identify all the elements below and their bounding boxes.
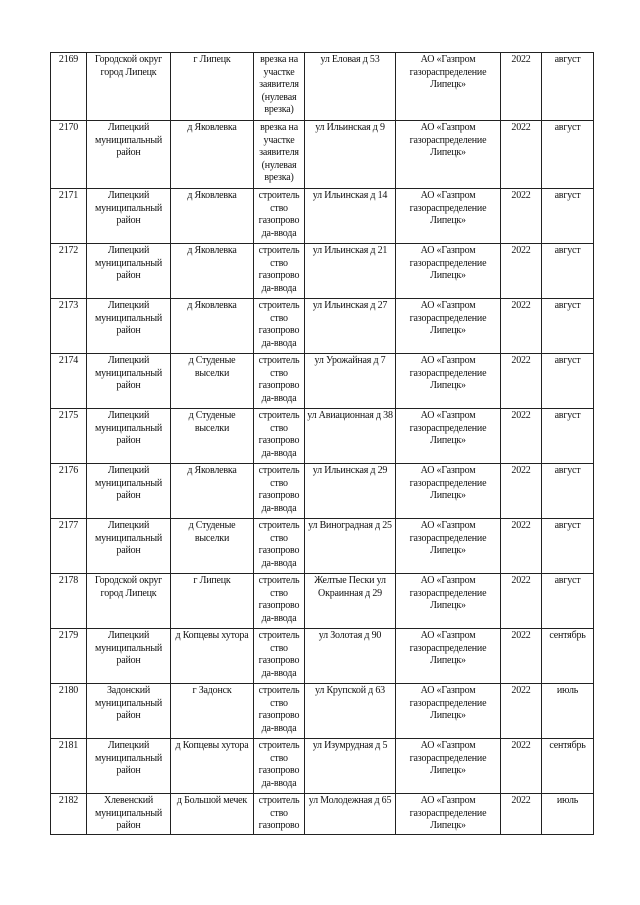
district-cell: Липецкий муниципальный район [87, 739, 171, 794]
month-cell: сентябрь [542, 629, 594, 684]
organization-cell: АО «Газпром газораспределение Липецк» [396, 629, 501, 684]
settlement-cell: д Студеные выселки [171, 354, 254, 409]
district-cell: Липецкий муниципальный район [87, 409, 171, 464]
table-row [51, 299, 594, 354]
work-type-cell: строитель ство газопрово [254, 794, 305, 835]
table-row [51, 739, 594, 794]
row-number-cell: 2179 [51, 629, 87, 684]
row-number-cell: 2169 [51, 53, 87, 121]
district-cell: Городской округ город Липецк [87, 53, 171, 121]
row-number-cell: 2181 [51, 739, 87, 794]
month-cell: август [542, 354, 594, 409]
row-number-cell: 2176 [51, 464, 87, 519]
address-cell: Желтые Пески ул Окраинная д 29 [305, 574, 396, 629]
month-cell: июль [542, 794, 594, 835]
settlement-cell: д Копцевы хутора [171, 629, 254, 684]
year-cell: 2022 [501, 189, 542, 244]
organization-cell: АО «Газпром газораспределение Липецк» [396, 519, 501, 574]
row-number-cell: 2174 [51, 354, 87, 409]
row-number-cell: 2171 [51, 189, 87, 244]
year-cell: 2022 [501, 53, 542, 121]
month-cell: август [542, 519, 594, 574]
district-cell: Хлевенский муниципальный район [87, 794, 171, 835]
table-row [51, 244, 594, 299]
month-cell: август [542, 244, 594, 299]
row-number-cell: 2173 [51, 299, 87, 354]
work-type-cell: строитель ство газопрово да-ввода [254, 629, 305, 684]
year-cell: 2022 [501, 519, 542, 574]
district-cell: Липецкий муниципальный район [87, 189, 171, 244]
address-cell: ул Молодежная д 65 [305, 794, 396, 835]
table-row [51, 684, 594, 739]
year-cell: 2022 [501, 574, 542, 629]
district-cell: Липецкий муниципальный район [87, 464, 171, 519]
gasification-schedule-table [50, 52, 594, 835]
month-cell: август [542, 409, 594, 464]
row-number-cell: 2182 [51, 794, 87, 835]
address-cell: ул Золотая д 90 [305, 629, 396, 684]
organization-cell: АО «Газпром газораспределение Липецк» [396, 794, 501, 835]
year-cell: 2022 [501, 629, 542, 684]
district-cell: Городской округ город Липецк [87, 574, 171, 629]
organization-cell: АО «Газпром газораспределение Липецк» [396, 739, 501, 794]
year-cell: 2022 [501, 739, 542, 794]
table-row [51, 519, 594, 574]
year-cell: 2022 [501, 299, 542, 354]
month-cell: сентябрь [542, 739, 594, 794]
year-cell: 2022 [501, 121, 542, 189]
row-number-cell: 2175 [51, 409, 87, 464]
table-row [51, 409, 594, 464]
settlement-cell: д Яковлевка [171, 121, 254, 189]
settlement-cell: д Студеные выселки [171, 409, 254, 464]
organization-cell: АО «Газпром газораспределение Липецк» [396, 189, 501, 244]
work-type-cell: врезка на участке заявителя (нулевая врезка) [254, 121, 305, 189]
month-cell: август [542, 53, 594, 121]
settlement-cell: г Липецк [171, 53, 254, 121]
organization-cell: АО «Газпром газораспределение Липецк» [396, 354, 501, 409]
month-cell: август [542, 121, 594, 189]
address-cell: ул Ильинская д 14 [305, 189, 396, 244]
organization-cell: АО «Газпром газораспределение Липецк» [396, 409, 501, 464]
settlement-cell: д Яковлевка [171, 244, 254, 299]
organization-cell: АО «Газпром газораспределение Липецк» [396, 244, 501, 299]
organization-cell: АО «Газпром газораспределение Липецк» [396, 121, 501, 189]
work-type-cell: строитель ство газопрово да-ввода [254, 464, 305, 519]
work-type-cell: строитель ство газопрово да-ввода [254, 739, 305, 794]
table-row [51, 121, 594, 189]
address-cell: ул Крупской д 63 [305, 684, 396, 739]
work-type-cell: строитель ство газопрово да-ввода [254, 409, 305, 464]
address-cell: ул Ильинская д 29 [305, 464, 396, 519]
year-cell: 2022 [501, 684, 542, 739]
work-type-cell: врезка на участке заявителя (нулевая врезка) [254, 53, 305, 121]
work-type-cell: строитель ство газопрово да-ввода [254, 574, 305, 629]
settlement-cell: д Студеные выселки [171, 519, 254, 574]
organization-cell: АО «Газпром газораспределение Липецк» [396, 684, 501, 739]
table-row [51, 354, 594, 409]
table-row [51, 464, 594, 519]
table-row [51, 574, 594, 629]
work-type-cell: строитель ство газопрово да-ввода [254, 299, 305, 354]
address-cell: ул Виноградная д 25 [305, 519, 396, 574]
organization-cell: АО «Газпром газораспределение Липецк» [396, 464, 501, 519]
organization-cell: АО «Газпром газораспределение Липецк» [396, 299, 501, 354]
district-cell: Задонский муниципальный район [87, 684, 171, 739]
month-cell: август [542, 574, 594, 629]
year-cell: 2022 [501, 409, 542, 464]
district-cell: Липецкий муниципальный район [87, 519, 171, 574]
row-number-cell: 2180 [51, 684, 87, 739]
row-number-cell: 2172 [51, 244, 87, 299]
year-cell: 2022 [501, 464, 542, 519]
year-cell: 2022 [501, 244, 542, 299]
work-type-cell: строитель ство газопрово да-ввода [254, 354, 305, 409]
address-cell: ул Урожайная д 7 [305, 354, 396, 409]
month-cell: июль [542, 684, 594, 739]
row-number-cell: 2177 [51, 519, 87, 574]
district-cell: Липецкий муниципальный район [87, 244, 171, 299]
organization-cell: АО «Газпром газораспределение Липецк» [396, 53, 501, 121]
district-cell: Липецкий муниципальный район [87, 354, 171, 409]
table-row [51, 794, 594, 835]
settlement-cell: д Большой мечек [171, 794, 254, 835]
district-cell: Липецкий муниципальный район [87, 299, 171, 354]
settlement-cell: д Яковлевка [171, 464, 254, 519]
year-cell: 2022 [501, 354, 542, 409]
address-cell: ул Ильинская д 9 [305, 121, 396, 189]
district-cell: Липецкий муниципальный район [87, 629, 171, 684]
address-cell: ул Изумрудная д 5 [305, 739, 396, 794]
address-cell: ул Ильинская д 21 [305, 244, 396, 299]
work-type-cell: строитель ство газопрово да-ввода [254, 684, 305, 739]
work-type-cell: строитель ство газопрово да-ввода [254, 244, 305, 299]
address-cell: ул Ильинская д 27 [305, 299, 396, 354]
settlement-cell: г Задонск [171, 684, 254, 739]
table-row [51, 629, 594, 684]
settlement-cell: г Липецк [171, 574, 254, 629]
month-cell: август [542, 464, 594, 519]
address-cell: ул Еловая д 53 [305, 53, 396, 121]
row-number-cell: 2170 [51, 121, 87, 189]
settlement-cell: д Копцевы хутора [171, 739, 254, 794]
row-number-cell: 2178 [51, 574, 87, 629]
table-row [51, 189, 594, 244]
table-body [51, 53, 594, 835]
settlement-cell: д Яковлевка [171, 189, 254, 244]
settlement-cell: д Яковлевка [171, 299, 254, 354]
organization-cell: АО «Газпром газораспределение Липецк» [396, 574, 501, 629]
work-type-cell: строитель ство газопрово да-ввода [254, 519, 305, 574]
address-cell: ул Авиационная д 38 [305, 409, 396, 464]
year-cell: 2022 [501, 794, 542, 835]
table-row [51, 53, 594, 121]
month-cell: август [542, 299, 594, 354]
district-cell: Липецкий муниципальный район [87, 121, 171, 189]
work-type-cell: строитель ство газопрово да-ввода [254, 189, 305, 244]
month-cell: август [542, 189, 594, 244]
